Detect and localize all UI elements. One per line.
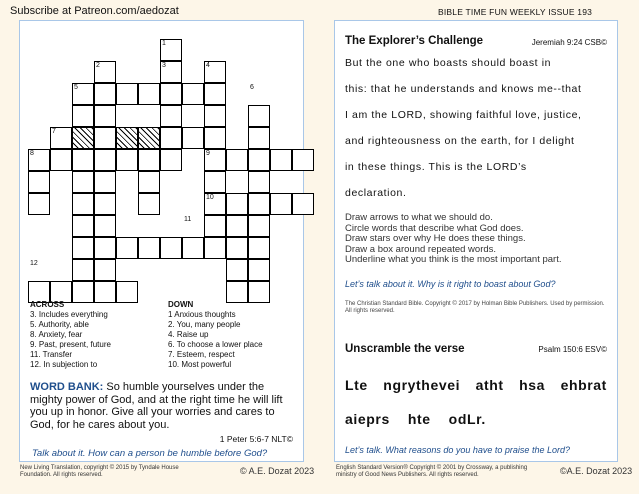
crossword-cell[interactable] [72,281,94,303]
crossword-cell[interactable] [248,215,270,237]
verse-line: in these things. This is the LORD’s [345,161,527,173]
crossword-cell[interactable] [292,149,314,171]
crossword-cell[interactable] [138,193,160,215]
crossword-cell[interactable] [248,237,270,259]
crossword-cell[interactable] [94,171,116,193]
unscramble-title: Unscramble the verse [345,343,465,355]
crossword-cell[interactable] [72,193,94,215]
down-clue: 2. You, many people [168,320,241,329]
crossword-cell[interactable] [72,259,94,281]
clue-number: 7 [52,128,56,135]
crossword-cell[interactable] [182,127,204,149]
crossword-cell[interactable] [204,237,226,259]
across-clue: 11. Transfer [30,350,73,359]
crossword-cell[interactable] [94,215,116,237]
scrambled-word: odLr. [448,411,486,427]
across-clue: 8. Anxiety, fear [30,330,83,339]
crossword-cell[interactable] [226,281,248,303]
crossword-cell[interactable] [160,83,182,105]
instruction-item: Underline what you think is the most important part. [345,254,562,265]
instruction-item: Draw arrows to what we should do. [345,212,493,223]
csb-copyright: The Christian Standard Bible. Copyright © 2017 by Holman Bible Publishers. Used by permission. All rights reserved. [345,301,605,314]
crossword-cell[interactable] [248,193,270,215]
crossword-cell[interactable] [292,193,314,215]
scrambled-word: hte [407,411,431,427]
across-clue: 3. Includes everything [30,310,108,319]
crossword-cell[interactable] [94,281,116,303]
subscribe-link[interactable]: Subscribe at Patreon.com/aedozat [10,5,179,17]
crossword-cell[interactable] [204,127,226,149]
scrambled-word: Lte [345,377,368,393]
scrambled-word: ngrythevei [383,377,461,393]
verse-line: this: that he understands and knows me--that [345,83,582,95]
crossword-cell[interactable] [94,127,116,149]
across-clue: 5. Authority, able [30,320,89,329]
clue-number: 5 [74,84,78,91]
crossword-cell[interactable] [116,237,138,259]
clue-number: 8 [30,150,34,157]
crossword-cell[interactable] [182,237,204,259]
explorer-panel [334,20,618,462]
down-clue: 10. Most powerful [168,360,232,369]
crossword-cell[interactable] [72,127,94,149]
crossword-cell[interactable] [116,127,138,149]
clue-number: 10 [206,194,214,201]
scramble-line-2 [345,411,486,427]
instruction-item: Circle words that describe what God does. [345,222,524,234]
crossword-cell[interactable] [94,83,116,105]
unscramble-reference: Psalm 150:6 ESV© [538,345,607,354]
crossword-cell[interactable] [94,105,116,127]
crossword-cell[interactable] [226,215,248,237]
crossword-talk: Talk about it. How can a person be humble before God? [32,448,268,459]
crossword-cell[interactable] [94,259,116,281]
crossword-cell[interactable] [138,149,160,171]
instruction-item: Draw stars over why He does these things. [345,233,526,244]
explorer-talk: Let’s talk about it. Why is it right to boast about God? [345,279,556,289]
down-clue: 6. To choose a lower place [168,340,263,349]
nlt-copyright: New Living Translation, copyright © 2015 by Tyndale House Foundation. All rights reserved. [20,465,179,478]
crossword-cell[interactable] [160,127,182,149]
crossword-cell[interactable] [160,149,182,171]
crossword-cell[interactable] [72,149,94,171]
crossword-cell[interactable] [226,149,248,171]
instruction-item: Draw a box around repeated words. [345,243,497,255]
crossword-cell[interactable] [204,215,226,237]
scrambled-word: hsa [519,377,546,393]
crossword-cell[interactable] [248,281,270,303]
clue-number: 1 [162,40,166,47]
crossword-reference: 1 Peter 5:6-7 NLT© [219,434,293,444]
scramble-line-1 [345,377,607,393]
crossword-cell[interactable] [204,171,226,193]
across-clues [30,310,111,370]
crossword-cell[interactable] [248,149,270,171]
crossword-cell[interactable] [138,171,160,193]
crossword-cell[interactable] [72,171,94,193]
crossword-cell[interactable] [160,237,182,259]
clue-number: 11 [184,216,192,223]
clue-number: 12 [30,260,38,267]
instructions [345,213,562,266]
verse-line: and righteousness on the earth, for I delight [345,135,575,147]
down-clue: 7. Esteem, respect [168,350,235,359]
crossword-cell[interactable] [94,237,116,259]
down-clue: 4. Raise up [168,330,209,339]
clue-number: 3 [162,62,166,69]
crossword-cell[interactable] [270,149,292,171]
scrambled-word: ehbrat [560,377,607,393]
crossword-cell[interactable] [94,193,116,215]
verse-line: declaration. [345,187,407,199]
word-bank-text: So humble yourselves under the mighty power of God, and at the right time he will lift you up in honor. Give all your worries and cares to God, for he cares about you. [30,381,283,431]
clue-number: 4 [206,62,210,69]
crossword-cell[interactable] [72,237,94,259]
crossword-cell[interactable] [138,83,160,105]
explorer-reference: Jeremiah 9:24 CSB© [531,38,607,47]
verse-line: I am the LORD, showing faithful love, justice, [345,109,582,121]
crossword-cell[interactable] [28,193,50,215]
across-clue: 12. In subjection to [30,360,98,369]
across-clue: 9. Past, present, future [30,340,111,349]
scrambled-word: atht [475,377,504,393]
scrambled-word: aieprs [345,411,390,427]
crossword-cell[interactable] [138,127,160,149]
word-bank-label: WORD BANK: [30,381,104,393]
down-clues [168,310,263,370]
esv-copyright: English Standard Version® Copyright © 2001 by Crossway, a publishing ministry of Good News Publishers. All rights reserved. [336,465,528,478]
word-bank [30,381,298,431]
crossword-cell[interactable] [160,105,182,127]
left-author: © A.E. Dozat 2023 [240,466,315,476]
crossword-cell[interactable] [248,171,270,193]
crossword-cell[interactable] [248,127,270,149]
crossword-panel [19,20,304,462]
crossword-cell[interactable] [226,193,248,215]
crossword-cell[interactable] [248,259,270,281]
crossword-cell[interactable] [72,105,94,127]
clue-number: 6 [250,84,254,91]
crossword-cell[interactable] [138,237,160,259]
clue-number: 9 [206,150,210,157]
crossword-cell[interactable] [248,105,270,127]
unscramble-talk: Let’s talk. What reasons do you have to praise the Lord? [345,445,570,455]
crossword-cell[interactable] [116,149,138,171]
right-author: ©A.E. Dozat 2023 [560,466,633,476]
crossword-cell[interactable] [50,149,72,171]
crossword-cell[interactable] [204,105,226,127]
issue-label: BIBLE TIME FUN WEEKLY ISSUE 193 [438,7,593,17]
across-heading: ACROSS [30,300,65,309]
crossword-cell[interactable] [204,83,226,105]
down-clue: 1 Anxious thoughts [168,310,236,319]
crossword-cell[interactable] [72,215,94,237]
crossword-cell[interactable] [270,193,292,215]
verse-line: But the one who boasts should boast in [345,57,552,69]
crossword-cell[interactable] [226,237,248,259]
crossword-cell[interactable] [116,281,138,303]
crossword-cell[interactable] [28,171,50,193]
clue-number: 2 [96,62,100,69]
explorer-title: The Explorer’s Challenge [345,35,484,47]
crossword-cell[interactable] [226,259,248,281]
down-heading: DOWN [168,300,194,309]
crossword-cell[interactable] [116,83,138,105]
crossword-cell[interactable] [94,149,116,171]
crossword-cell[interactable] [182,83,204,105]
